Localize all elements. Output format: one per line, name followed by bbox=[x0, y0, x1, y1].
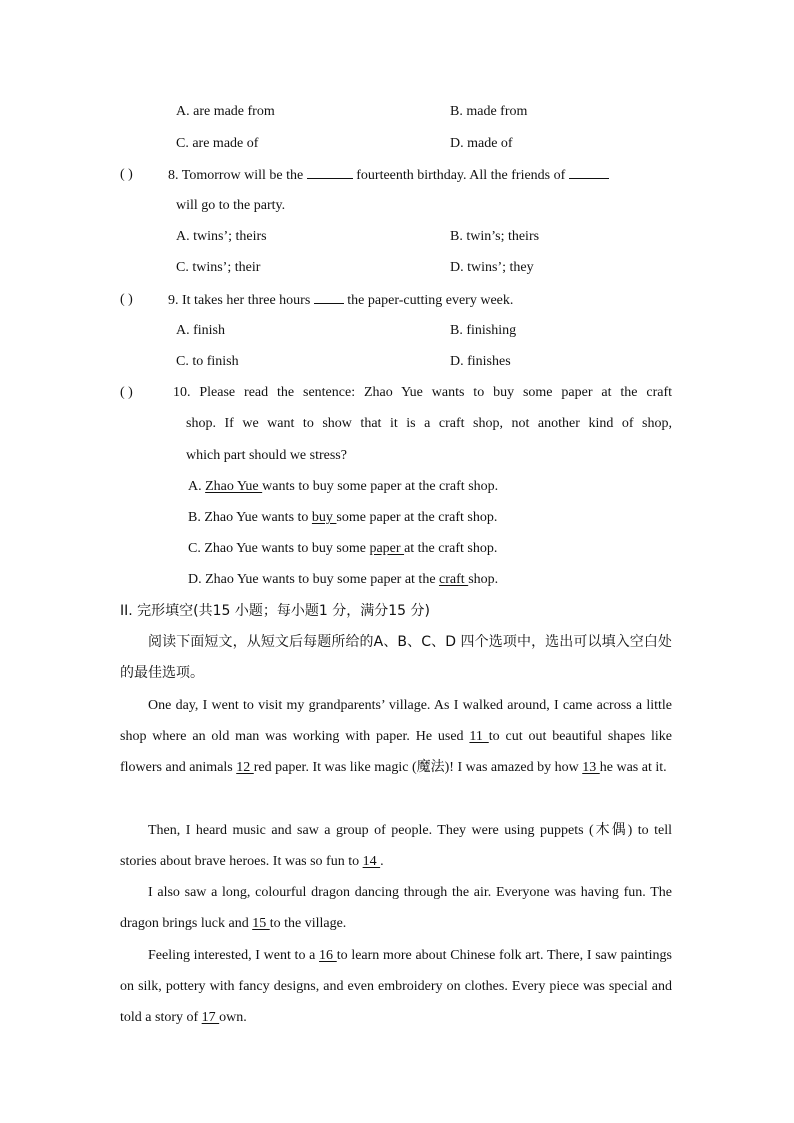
blank-11: 11 bbox=[469, 729, 489, 745]
q9-answer-paren: ( ) bbox=[120, 292, 133, 307]
passage-p2-text-1: Then, I heard music and saw a group of people. They were using puppets (木偶) to tell stories about brave heroes. It was so fun to bbox=[120, 823, 672, 870]
q8-blank-2 bbox=[569, 166, 609, 179]
q10-option-c-label: C. Zhao Yue wants to buy some bbox=[188, 541, 370, 556]
q10-option-b-rest: some paper at the craft shop. bbox=[336, 510, 498, 525]
passage-p4-text-2: to learn more about Chinese folk art. There, I saw paintings on silk, pottery with fancy designs, and even embroidery on clothes. Every piece was special and told a story of bbox=[120, 948, 672, 1026]
passage-paragraph-3 bbox=[120, 877, 672, 939]
q10-option-b-label: B. Zhao Yue wants to bbox=[188, 510, 312, 525]
blank-16: 16 bbox=[319, 948, 337, 963]
passage-p1-text-3: red paper. It was like magic (魔法)! I was amazed by how bbox=[253, 760, 583, 776]
passage-p1-text-2: to cut out beautiful shapes like flowers and animals bbox=[120, 729, 672, 776]
passage-paragraph-1 bbox=[120, 690, 672, 784]
passage-p1-text-1: One day, I went to visit my grandparents’ village. As I walked around, I came across a little shop where an old man was working with paper. He used bbox=[120, 698, 672, 745]
blank-13: 13 bbox=[582, 760, 600, 776]
passage-p1-text-4: he was at it. bbox=[599, 760, 667, 776]
q8-option-b: B. twin’s; theirs bbox=[450, 229, 540, 244]
q10-answer-paren: ( ) bbox=[120, 385, 133, 400]
q9-stem-part1: 9. It takes her three hours bbox=[168, 293, 311, 308]
passage-p4-text-3: own. bbox=[219, 1010, 247, 1026]
passage-p4-text-1: Feeling interested, I went to a bbox=[148, 948, 320, 963]
blank-14: 14 bbox=[362, 854, 381, 870]
q10-option-d-label: D. Zhao Yue wants to buy some paper at the bbox=[188, 572, 440, 587]
q10-stem-part1: 10. Please read the sentence: Zhao Yue wants to buy some paper at the craft bbox=[173, 385, 672, 400]
passage-paragraph-2 bbox=[120, 815, 672, 877]
q10-option-b bbox=[188, 509, 497, 527]
q10-stem-part3: which part should we stress? bbox=[186, 448, 347, 463]
q10-option-b-underlined: buy bbox=[311, 510, 337, 525]
blank-15: 15 bbox=[252, 916, 270, 932]
passage-p2-text-2: . bbox=[380, 854, 384, 870]
passage-paragraph-4 bbox=[120, 940, 672, 1034]
q8-option-a: A. twins’; theirs bbox=[176, 229, 267, 244]
q8-answer-paren: ( ) bbox=[120, 167, 133, 182]
section-2-title: II. 完形填空(共15 小题；每小题1 分，满分15 分) bbox=[120, 603, 430, 619]
passage-p3-text-2: to the village. bbox=[269, 916, 347, 932]
q8-stem-part2: fourteenth birthday. All the friends of bbox=[356, 168, 566, 183]
q10-option-a-underlined: Zhao Yue bbox=[205, 479, 263, 494]
q10-option-a bbox=[188, 478, 498, 496]
q10-option-c-rest: at the craft shop. bbox=[404, 541, 498, 556]
q10-option-d-rest: shop. bbox=[468, 572, 499, 587]
q10-option-d bbox=[188, 571, 498, 589]
q7-option-b: B. made from bbox=[450, 104, 528, 119]
passage-p3-text-1: I also saw a long, colourful dragon dancing through the air. Everyone was having fun. The dragon brings luck and bbox=[120, 885, 672, 932]
q7-option-a: A. are made from bbox=[176, 104, 275, 119]
q10-option-c bbox=[188, 540, 497, 558]
q9-option-c: C. to finish bbox=[176, 354, 239, 369]
q8-blank-1 bbox=[307, 166, 353, 179]
q10-option-c-underlined: paper bbox=[369, 541, 405, 556]
q7-option-c: C. are made of bbox=[176, 136, 259, 151]
q7-option-d: D. made of bbox=[450, 136, 513, 151]
q10-option-a-rest: wants to buy some paper at the craft shop. bbox=[262, 479, 499, 494]
q8-option-d: D. twins’; they bbox=[450, 260, 534, 275]
q9-option-a: A. finish bbox=[176, 323, 225, 338]
q9-option-b: B. finishing bbox=[450, 323, 517, 338]
q8-stem-part3: will go to the party. bbox=[176, 198, 286, 213]
q10-option-d-underlined: craft bbox=[439, 572, 469, 587]
q9-stem-part2: the paper-cutting every week. bbox=[347, 293, 514, 308]
q10-option-a-label: A. bbox=[188, 479, 206, 494]
q9-stem bbox=[168, 291, 513, 310]
q9-option-d: D. finishes bbox=[450, 354, 511, 369]
section-2-instruction: 阅读下面短文，从短文后每题所给的A、B、C、D 四个选项中，选出可以填入空白处的最佳选项。 bbox=[120, 634, 672, 681]
q8-stem bbox=[168, 166, 609, 185]
blank-12: 12 bbox=[236, 760, 254, 776]
q9-blank bbox=[314, 291, 344, 304]
blank-17: 17 bbox=[201, 1010, 220, 1026]
q10-stem-part2: shop. If we want to show that it is a craft shop, not another kind of shop, bbox=[186, 416, 672, 431]
q8-option-c: C. twins’; their bbox=[176, 260, 261, 275]
q8-stem-part1: 8. Tomorrow will be the bbox=[168, 168, 304, 183]
